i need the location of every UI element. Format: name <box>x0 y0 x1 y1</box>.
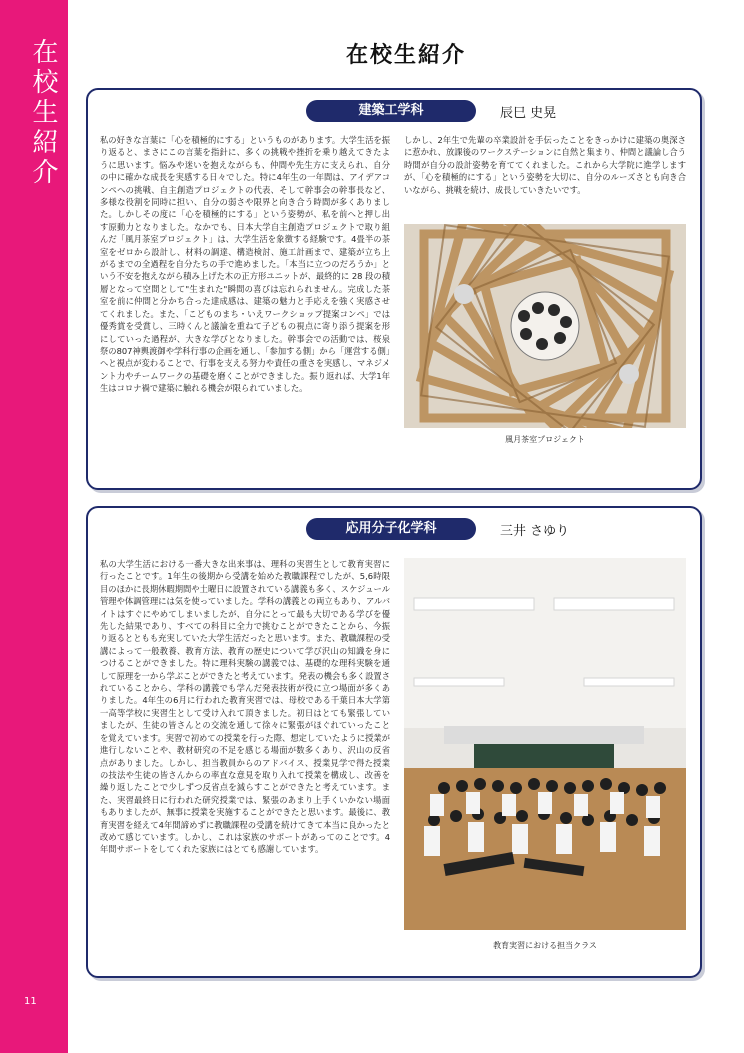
side-title: 在校生紹介 <box>28 38 58 188</box>
photo-caption: 風月茶室プロジェクト <box>505 435 585 444</box>
student-name: 三井 さゆり <box>500 524 570 539</box>
classroom-photo <box>404 558 686 930</box>
page-number: 11 <box>24 996 37 1007</box>
tea-room-photo <box>404 224 686 428</box>
department-badge: 建築工学科 <box>306 100 476 122</box>
article-text-left: 私の好きな言葉に「心を積極的にする」というものがあります。大学生活を振り返ると、まさにこの言葉を指針に、多くの挑戦や挫折を乗り越えてきたように思います。悩みや迷いを抱えながらも、仲間や先生方に支えられ、自分の中に確かな成長を実感する日々でした。特に4年生の一年間は、アイデアコンペへの挑戦、自主創造プロジェクトの代表、そして幹事会の幹事長など、多様な役割を同時に担い、自分の弱さや限界と向き合う時間が多くありました。しかしその度に「心を積極的にする」という姿勢が、私を前へと押し出す原動力となりました。なかでも、日本大学自主創造プロジェクトで取り組んだ「風月茶室プロジェクト」は、大学生活を象徴する経験です。4畳半の茶室をゼロから設計し、材料の調達、構造検討、施工計画まで、建築が立ち上がるまでの全過程を自分たちの手で進めました。「本当に立つのだろうか」という不安を抱えながら積み上げた木の正方形ユニットが、最終的に 28 段の積層となって空間として"生まれた"瞬間の喜びは忘れられません。完成した茶室を前に仲間と分かち合った達成感は、建築の魅力と手応えを強く実感させてくれました。また、「こどものまち・いえワークショップ提案コンペ」では優秀賞を受賞し、三時くんと議論を重ねて子どもの視点に寄り添う提案を形にしていった過程が、大きな学びとなりました。幹事会での活動では、桜泉祭の807神輿渡御や学科行事の企画を通し、「参加する側」から「運営する側」へと視点が変わることで、行事を支える努力や責任の重さを実感し、マネジメント力やチームワークの基礎を磨くことができました。振り返れば、大学1年生はコロナ禍で建築に触れる機会が限られていました。 <box>100 135 390 394</box>
side-bar <box>0 0 68 1053</box>
article-text: 私の大学生活における一番大きな出来事は、理科の実習生として教育実習に行ったことです。1年生の後期から受講を始めた教職課程でしたが、5,6時限目のほかに長期休暇期間や土曜日に設置されている講義も多く、スケジュール管理や体調管理には気を使っていました。学科の講義との両立もあり、アルバイトはすぐにやめてしまいましたが、自分にとって最も大切である学びを優先した結果であり、すべての科目に全力で挑むことができたことから、今振り返るとともも充実していた大学生活だったと思います。また、教職課程の受講によって一般教養、教育方法、教育の歴史について学び沢山の知識を身につけることができました。特に理科実験の講義では、基礎的な理科実験を通して原理を一から学ぶことができたと考えています。発表の機会も多く設置されていることから、学科の講義でも学んだ発表技術が役に立つ場面が多くありました。4年生の6月に行われた教育実習では、母校である千葉日本大学第一高等学校に実習生として受け入れて頂きました。初日はとても緊張していましたが、生徒の皆さんとの交流を通して徐々に緊張がほぐれていったことを覚えています。実習で初めての授業を行った際、想定していたように授業が進行しないことや、教材研究の不足を感じる場面が数多くあり、沢山の反省点がありました。しかし、担当教員からのアドバイス、授業見学で得た授業の技法や生徒の皆さんからの率直な意見を取り入れて授業を構成し、改善を繰り返したことで少しずつ反省点を減らすことができたと考えています。また、実習最終日に行われた研究授業では、緊張のあまり上手くいかない場面もありましたが、無事に授業を実施することができたと思います。最後に、教育実習を経えて4年間諦めずに教職課程の受講を続けてきて本当に良かったと改めて感じています。しかし、これは家族のサポートがあってのことです。4年間サポートをしてくれた家族にはとても感謝しています。 <box>100 559 390 855</box>
article-text-right: しかし、2年生で先輩の卒業設計を手伝ったことをきっかけに建築の奥深さに惹かれ、放課後のワークステーションに自然と集まり、仲間と議論し合う時間が自分の設計姿勢を育ててくれました。これから大学院に進学しますが、「心を積極的にする」という姿勢を大切に、自分のルーズさとも向き合いながら、挑戦を続け、成長していきたいです。 <box>404 135 687 195</box>
department-badge: 応用分子化学科 <box>306 518 476 540</box>
page-title: 在校生紹介 <box>345 43 466 68</box>
profile-card-architecture <box>86 88 702 490</box>
student-name: 辰巳 史晃 <box>500 106 557 121</box>
profile-card-applied-molecular-chemistry <box>86 506 702 978</box>
photo-caption: 教育実習における担当クラス <box>493 941 597 950</box>
